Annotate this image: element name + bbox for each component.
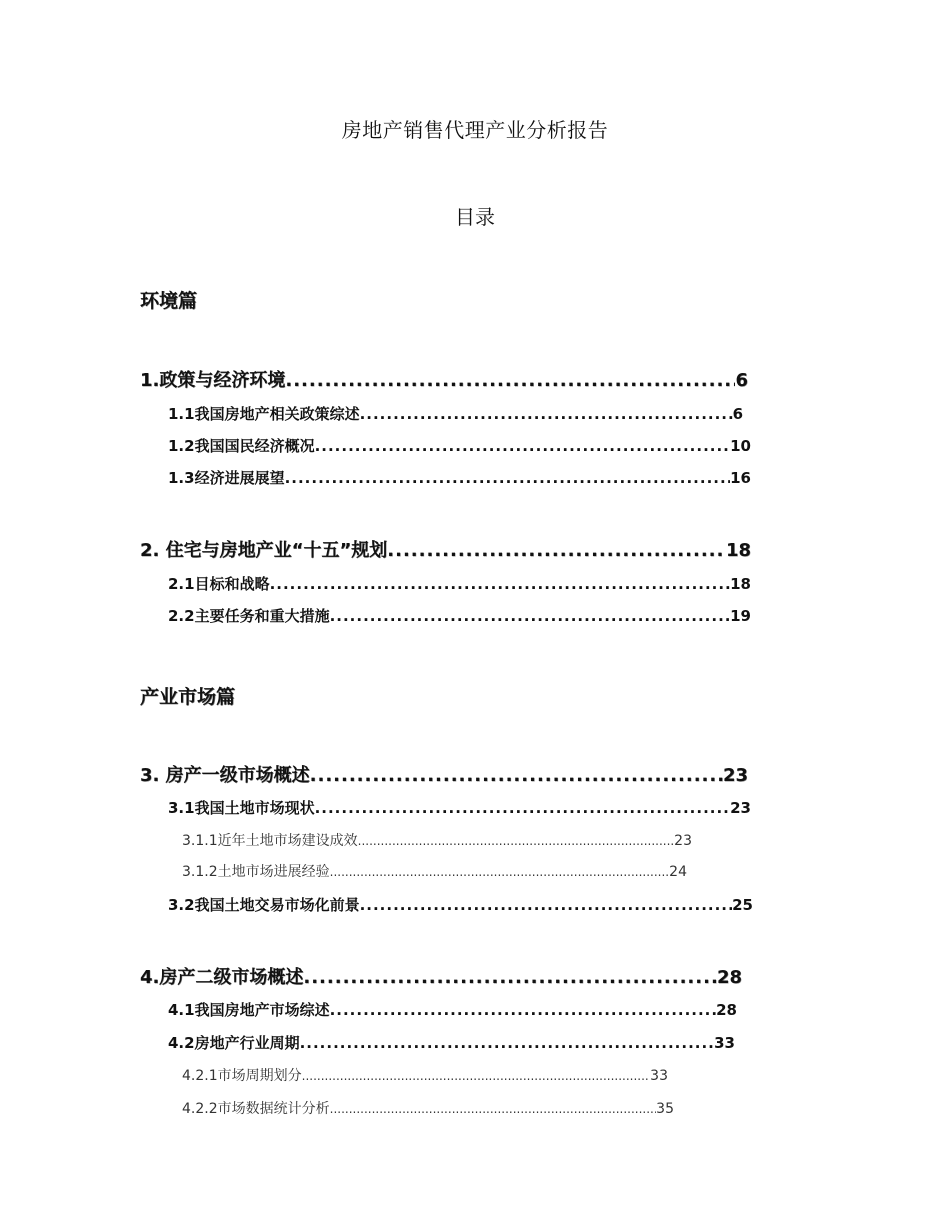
- dot-leader: [387, 540, 726, 561]
- toc-entry-2-2[interactable]: [168, 605, 751, 626]
- toc-entry-label: 1.政策与经济环境: [140, 370, 286, 391]
- toc-page-number: 10: [730, 437, 751, 455]
- dot-leader: [315, 799, 731, 817]
- toc-entry-label: 3.1.2土地市场进展经验: [182, 864, 330, 880]
- toc-page-number: 28: [716, 967, 742, 988]
- part-heading-environment: 环境篇: [140, 290, 198, 312]
- toc-page-number: 18: [730, 575, 751, 593]
- toc-entry-label: 4.2.1市场周期划分: [182, 1068, 302, 1084]
- toc-page-number: 6: [732, 405, 743, 423]
- toc-entry-label: 1.3经济进展展望: [168, 469, 285, 487]
- toc-page-number: 25: [732, 896, 753, 914]
- toc-entry-label: 3.1.1近年土地市场建设成效: [182, 833, 358, 849]
- toc-page-number: 35: [656, 1101, 674, 1117]
- toc-entry-label: 1.2我国国民经济概况: [168, 437, 315, 455]
- toc-page-number: 33: [650, 1068, 668, 1084]
- toc-entry-4-1[interactable]: [168, 999, 737, 1020]
- toc-page-number: 19: [730, 607, 751, 625]
- document-title: 房地产销售代理产业分析报告: [341, 118, 609, 142]
- dot-leader: [330, 1001, 717, 1019]
- toc-entry-4[interactable]: [140, 963, 742, 989]
- dot-leader: [360, 896, 733, 914]
- toc-entry-label: 4.2.2市场数据统计分析: [182, 1101, 330, 1117]
- toc-page-number: 23: [674, 833, 692, 849]
- toc-page-number: 16: [730, 469, 751, 487]
- toc-entry-4-2[interactable]: [168, 1032, 735, 1053]
- toc-entry-1-2[interactable]: [168, 435, 751, 456]
- toc-entry-3[interactable]: [140, 761, 748, 787]
- dot-leader: [300, 1034, 715, 1052]
- toc-entry-2-1[interactable]: [168, 573, 751, 594]
- toc-entry-label: 2.2主要任务和重大措施: [168, 607, 330, 625]
- toc-entry-label: 4.房产二级市场概述: [140, 967, 304, 988]
- toc-page-number: 6: [735, 370, 748, 391]
- dot-leader: [330, 607, 731, 625]
- dot-leader: [330, 1102, 657, 1116]
- toc-entry-4-2-1[interactable]: [182, 1065, 668, 1085]
- dot-leader: [358, 834, 675, 848]
- dot-leader: [303, 967, 717, 988]
- toc-entry-1[interactable]: [140, 366, 748, 392]
- toc-entry-label: 1.1我国房地产相关政策综述: [168, 405, 360, 423]
- toc-page-number: 23: [722, 765, 748, 786]
- toc-entry-label: 2. 住宅与房地产业“十五”规划: [140, 540, 388, 561]
- toc-page-number: 23: [730, 799, 751, 817]
- toc-page-number: 33: [714, 1034, 735, 1052]
- toc-page-number: 24: [669, 864, 687, 880]
- toc-heading: 目录: [455, 205, 495, 229]
- toc-entry-label: 3. 房产一级市场概述: [140, 765, 310, 786]
- dot-leader: [285, 469, 731, 487]
- toc-page-number: 18: [725, 540, 751, 561]
- dot-leader: [270, 575, 731, 593]
- toc-entry-3-1-2[interactable]: [182, 861, 687, 881]
- toc-entry-label: 4.1我国房地产市场综述: [168, 1001, 330, 1019]
- dot-leader: [302, 1069, 651, 1083]
- toc-entry-label: 4.2房地产行业周期: [168, 1034, 300, 1052]
- dot-leader: [330, 865, 670, 879]
- dot-leader: [310, 765, 723, 786]
- toc-entry-4-2-2[interactable]: [182, 1098, 674, 1118]
- toc-page-number: 28: [716, 1001, 737, 1019]
- dot-leader: [285, 370, 735, 391]
- dot-leader: [360, 405, 733, 423]
- dot-leader: [315, 437, 731, 455]
- toc-entry-1-3[interactable]: [168, 467, 751, 488]
- toc-entry-3-2[interactable]: [168, 894, 753, 915]
- toc-entry-label: 2.1目标和战略: [168, 575, 270, 593]
- toc-entry-2[interactable]: [140, 536, 751, 562]
- toc-entry-3-1-1[interactable]: [182, 830, 692, 850]
- toc-entry-3-1[interactable]: [168, 797, 751, 818]
- toc-entry-label: 3.1我国土地市场现状: [168, 799, 315, 817]
- part-heading-market: 产业市场篇: [140, 686, 236, 708]
- toc-entry-1-1[interactable]: [168, 403, 743, 424]
- toc-entry-label: 3.2我国土地交易市场化前景: [168, 896, 360, 914]
